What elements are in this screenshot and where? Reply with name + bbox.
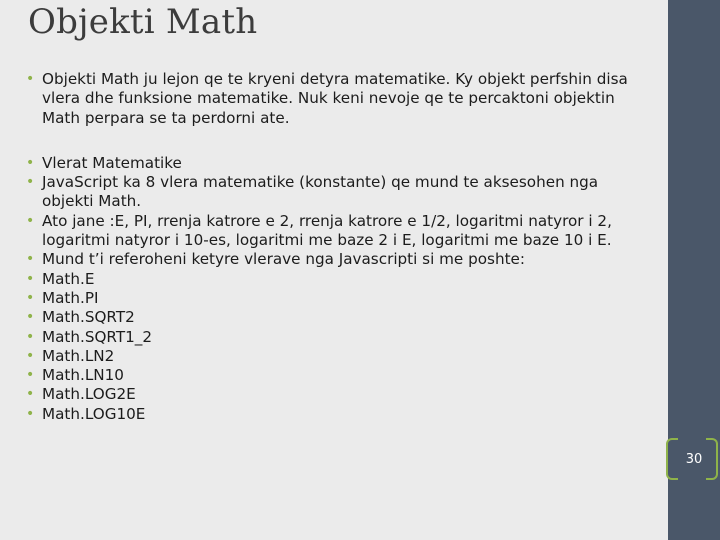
bullet-item: • Vlerat Matematike (24, 154, 654, 173)
bullet-item: • JavaScript ka 8 vlera matematike (konstante) qe mund te aksesohen nga objekti Math. (24, 173, 654, 212)
bullet-item: • Math.LOG2E (24, 385, 654, 404)
bullet-item: • Math.LN10 (24, 366, 654, 385)
intro-paragraph: • Objekti Math ju lejon qe te kryeni detyra matematike. Ky objekt perfshin disa vlera dhe funksione matematike. Nuk keni nevoje qe te percaktoni objektin Math perpara se ta perdorni ate. (24, 70, 654, 128)
bullet-item: • Math.PI (24, 289, 654, 308)
bullet-item: • Math.SQRT1_2 (24, 328, 654, 347)
bullet-item: • Math.LOG10E (24, 405, 654, 424)
bullet-item: • Ato jane :E, PI, rrenja katrore e 2, rrenja katrore e 1/2, logaritmi natyror i 2, logaritmi natyror i 10-es, logaritmi me baze 2 i E, logaritmi me baze 10 i E. (24, 212, 654, 251)
spacer (24, 128, 654, 154)
bullet-item: • Mund t’i referoheni ketyre vlerave nga Javascripti si me poshte: (24, 250, 654, 269)
slide-title: Objekti Math (28, 2, 258, 42)
page-number: 30 (685, 452, 703, 467)
bullet-item: • Math.SQRT2 (24, 308, 654, 327)
bullet-item: • Math.E (24, 270, 654, 289)
bullet-item: • Math.LN2 (24, 347, 654, 366)
slide-content (24, 70, 654, 424)
